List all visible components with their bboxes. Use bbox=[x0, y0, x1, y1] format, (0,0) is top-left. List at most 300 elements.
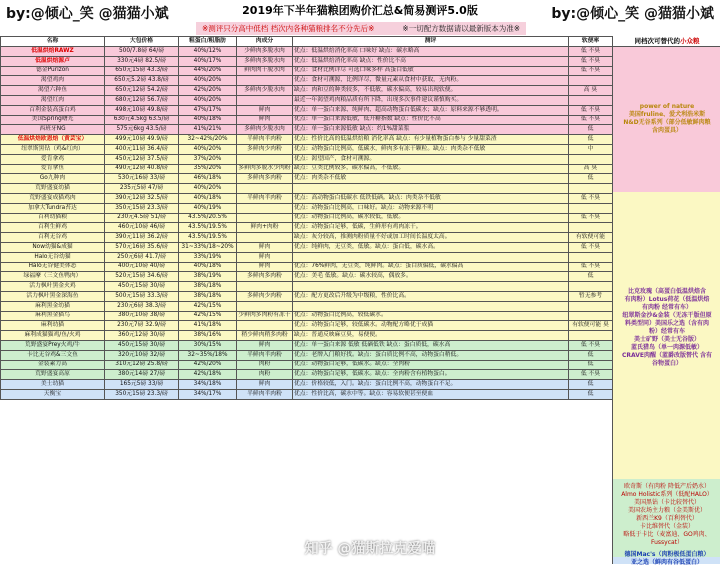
cell-name: 麻利成猫猫鸡/鱼/火鸡 bbox=[1, 331, 105, 341]
cell-price: 570元16磅 35.6/磅 bbox=[105, 242, 179, 252]
cell-protein: 37%/20% bbox=[179, 154, 237, 164]
cell-price: 380元14磅 27/磅 bbox=[105, 370, 179, 380]
cell-name: 低温烘焙RAWZ bbox=[1, 47, 105, 57]
cell-soft: 低 bbox=[569, 360, 613, 370]
table-row bbox=[1, 76, 613, 86]
table-row bbox=[1, 301, 613, 311]
table-row bbox=[1, 282, 613, 292]
cell-eval: 优点：单一蛋白来源低敏，低升糖指数 缺点：性价比不高 bbox=[293, 115, 569, 125]
alternatives-tier-high-text bbox=[615, 103, 719, 135]
cell-price: 650元5.2磅 43.8/磅 bbox=[105, 76, 179, 86]
alternative-line: 谷物蛋白） bbox=[651, 360, 682, 367]
table-row bbox=[1, 174, 613, 184]
cell-name: 德金Purizon bbox=[1, 66, 105, 76]
cell-price: 350元15磅 23.3/磅 bbox=[105, 389, 179, 399]
alternative-line: 新西兰K9（百利替代） bbox=[636, 515, 698, 522]
cell-protein: 40%/20% bbox=[179, 76, 237, 86]
cell-price: 498元10磅 49.8/磅 bbox=[105, 105, 179, 115]
cell-eval: 最近一年渴望鸡肉粮品质有所下降，出现多次事件建议谨慎购买。 bbox=[293, 95, 569, 105]
cell-name: 渴望鸡肉 bbox=[1, 76, 105, 86]
cell-eval: 优点：单一蛋白来源 低敏 低硒低铁 缺点：蛋白质低，碳水高 bbox=[293, 340, 569, 350]
alternatives-header-accent: 小众粮 bbox=[680, 37, 700, 45]
cell-meat: 半鲜肉半肉粉 bbox=[237, 135, 293, 145]
cell-meat: 鲜肉 bbox=[237, 262, 293, 272]
cell-name: 低温烘焙源卢 bbox=[1, 56, 105, 66]
cell-name: 活力枫叶黑金火鸡 bbox=[1, 282, 105, 292]
cell-meat: 半鲜肉半肉粉 bbox=[237, 193, 293, 203]
notice-right: ※一切配方数据请以最新版本为准※ bbox=[402, 24, 520, 33]
table-row bbox=[1, 331, 613, 341]
cell-meat bbox=[237, 321, 293, 331]
cell-soft: 低 bbox=[569, 350, 613, 360]
cell-eval: 优点：性价比高的低温烘焙粮 消化率高 缺点：有少量植物蛋白参与 少量甜菜渣 bbox=[293, 135, 569, 145]
table-row bbox=[1, 135, 613, 145]
cell-price: 450元15磅 30/磅 bbox=[105, 282, 179, 292]
alternative-line: Fussycat） bbox=[650, 539, 684, 546]
table-header-row bbox=[1, 37, 613, 47]
cell-protein: 43.5%/20.5% bbox=[179, 213, 237, 223]
cell-eval: 优点：动物蛋白足够，低碳，生鲜形有鸡肉冻干。 bbox=[293, 223, 569, 233]
cell-eval bbox=[293, 301, 569, 311]
alternatives-tier-mid bbox=[613, 192, 720, 479]
cell-protein: 43.5%/19.5% bbox=[179, 223, 237, 233]
cell-price: 400元11磅 36.4/磅 bbox=[105, 144, 179, 154]
cell-soft bbox=[569, 301, 613, 311]
cell-soft: 高 臭 bbox=[569, 86, 613, 96]
cell-eval: 优点：动物蛋白足够，低碳水。缺点：全肉粉 bbox=[293, 360, 569, 370]
table-row bbox=[1, 291, 613, 301]
cell-soft bbox=[569, 252, 613, 262]
cell-name: 渴望六种鱼 bbox=[1, 86, 105, 96]
table-row bbox=[1, 223, 613, 233]
cell-protein: 38%/18% bbox=[179, 291, 237, 301]
table-row bbox=[1, 47, 613, 57]
cell-meat: 肉粉 bbox=[237, 360, 293, 370]
cell-name: 活力枫叶黑金深海鱼 bbox=[1, 291, 105, 301]
cell-protein: 34%/18% bbox=[179, 380, 237, 390]
alternative-line: 粉）经常有车 bbox=[648, 328, 685, 335]
cell-protein: 40%/19% bbox=[179, 203, 237, 213]
cell-meat: 多鲜肉少肉粉 bbox=[237, 291, 293, 301]
cell-eval: 优点：动物蛋白足够，低碳水。缺点：全肉粉含有植物蛋白。 bbox=[293, 370, 569, 380]
alternatives-tier-high bbox=[613, 47, 720, 192]
notice-left: ※测评只分高中低档 档次内各种猫粮排名不分先后※ bbox=[202, 24, 375, 33]
table-row bbox=[1, 262, 613, 272]
alternatives-header-text: 同档次可替代的 bbox=[634, 37, 680, 45]
cell-price: 235元5磅 47/磅 bbox=[105, 184, 179, 194]
header-bar bbox=[0, 0, 720, 22]
byline-left: by:@倾心_笑 @猫猫小斌 bbox=[6, 6, 169, 22]
cell-soft: 低 不臭 bbox=[569, 262, 613, 272]
cell-meat: 鲜肉肉干脱水肉 bbox=[237, 66, 293, 76]
cell-price: 230元4.5磅 51/磅 bbox=[105, 213, 179, 223]
col-header-meat: 肉成分 bbox=[237, 37, 293, 47]
cell-protein: 41%/18% bbox=[179, 321, 237, 331]
cell-name: 天衡宝 bbox=[1, 389, 105, 399]
cell-eval: 优点：动物蛋白比例高，碳水较低，低敏。 bbox=[293, 213, 569, 223]
cell-meat: 多鲜肉多脱水少肉粉 bbox=[237, 164, 293, 174]
cell-soft bbox=[569, 311, 613, 321]
cell-protein: 42%/20% bbox=[179, 86, 237, 96]
cell-eval: 优点：动物蛋白比例高，口味好。缺点：动物来源不明 bbox=[293, 203, 569, 213]
cell-price: 650元15磅 43.3/磅 bbox=[105, 66, 179, 76]
cell-eval: 优点：食材比例详尽 可选口味多样 高蛋白低敏 bbox=[293, 66, 569, 76]
table-row bbox=[1, 203, 613, 213]
table-row bbox=[1, 125, 613, 135]
cell-soft: 低 不臭 bbox=[569, 213, 613, 223]
alternatives-tier-low bbox=[613, 479, 720, 557]
col-header-name: 名称 bbox=[1, 37, 105, 47]
cell-eval: 缺点：肉和豆的种类较多，不低敏，碳水偏高，较易出现软便。 bbox=[293, 86, 569, 96]
cell-price: 530元16磅 33/磅 bbox=[105, 174, 179, 184]
cell-meat: 鲜肉 bbox=[237, 252, 293, 262]
alternative-line: 美国fruline、爱犬利浩米斯 bbox=[628, 111, 706, 118]
cell-eval: 优点：性价比高，碳水中等。缺点：容易软便甚至便血 bbox=[293, 389, 569, 399]
cell-name: 卡比无谷鸡&三文鱼 bbox=[1, 350, 105, 360]
cell-protein: 38%/18% bbox=[179, 282, 237, 292]
cell-soft: 低 不臭 bbox=[569, 56, 613, 66]
cell-soft: 中 bbox=[569, 144, 613, 154]
cell-meat bbox=[237, 282, 293, 292]
cell-name: 荒野盛宴成猫鸡肉 bbox=[1, 193, 105, 203]
cell-price: 230元7磅 32.9/磅 bbox=[105, 321, 179, 331]
alternative-line: 美士矿野（美士无谷版） bbox=[633, 336, 700, 343]
cell-price: 230元6磅 38.3/磅 bbox=[105, 301, 179, 311]
cell-price: 360元12磅 30/磅 bbox=[105, 331, 179, 341]
cell-protein: 40%/18% bbox=[179, 262, 237, 272]
alternative-line: 有肉粉 经常有车） bbox=[641, 304, 693, 311]
cell-protein: 40%/18% bbox=[179, 115, 237, 125]
cell-meat bbox=[237, 203, 293, 213]
cell-name: 美士幼猫 bbox=[1, 380, 105, 390]
cell-soft bbox=[569, 76, 613, 86]
table-row bbox=[1, 321, 613, 331]
cell-soft: 有软便可能 臭 bbox=[569, 321, 613, 331]
cell-name: 麻利黑金幼猫 bbox=[1, 301, 105, 311]
table-row bbox=[1, 105, 613, 115]
alternative-line: 卡比维替代（金装） bbox=[639, 523, 694, 530]
cell-eval: 优点：76%鲜肉，无豆类，纯鲜肉。缺点：蛋白质偏低，碳水偏高 bbox=[293, 262, 569, 272]
cell-name: Go九种肉 bbox=[1, 174, 105, 184]
cell-meat: 半鲜肉半肉粉 bbox=[237, 350, 293, 360]
cell-price: 460元10磅 46/磅 bbox=[105, 223, 179, 233]
cell-price: 400元10磅 40/磅 bbox=[105, 262, 179, 272]
table-row bbox=[1, 242, 613, 252]
cell-soft bbox=[569, 184, 613, 194]
cell-price: 350元15磅 23.3/磅 bbox=[105, 203, 179, 213]
cell-protein: 40%/18% bbox=[179, 193, 237, 203]
cell-meat bbox=[237, 233, 293, 243]
cell-protein: 42%/18% bbox=[179, 370, 237, 380]
alternative-line: N&D无谷系列（部分低敏鲜肉粮 bbox=[623, 119, 711, 126]
notice-banner bbox=[196, 22, 526, 35]
cell-price: 310元12磅 25.8/磅 bbox=[105, 360, 179, 370]
alternatives-tier-entry bbox=[613, 551, 720, 566]
table-row bbox=[1, 86, 613, 96]
alternative-line: power of nature bbox=[639, 103, 695, 110]
cell-eval: 优点：纯鲜肉，无豆类，低敏。缺点：蛋白低，碳水高。 bbox=[293, 242, 569, 252]
cell-name: 荒野盛宴高原 bbox=[1, 370, 105, 380]
table-row bbox=[1, 164, 613, 174]
cell-soft: 低 bbox=[569, 272, 613, 282]
cell-price: 250元6磅 41.7/磅 bbox=[105, 252, 179, 262]
cell-protein: 42%/15% bbox=[179, 301, 237, 311]
cell-soft: 有软便可能 bbox=[569, 233, 613, 243]
cell-eval bbox=[293, 184, 569, 194]
cell-price: 390元11磅 36.2/磅 bbox=[105, 233, 179, 243]
cell-price: 330元4磅 82.5/磅 bbox=[105, 56, 179, 66]
cell-eval bbox=[293, 252, 569, 262]
cell-price: 320元10磅 32/磅 bbox=[105, 350, 179, 360]
cell-price: 500元15磅 33.3/磅 bbox=[105, 291, 179, 301]
alternatives-header bbox=[613, 36, 720, 47]
cell-meat: 多鲜肉少脱水肉 bbox=[237, 86, 293, 96]
table-row bbox=[1, 95, 613, 105]
cell-meat: 肉粉 bbox=[237, 370, 293, 380]
cell-protein: 31~33%/18~20% bbox=[179, 242, 237, 252]
cell-meat: 鲜肉 bbox=[237, 115, 293, 125]
table-row bbox=[1, 193, 613, 203]
cell-meat: 多鲜肉多肉粉 bbox=[237, 174, 293, 184]
cell-eval: 优点：食材可溯源，比例详尽，微量元素从食材中获取，无肉粉。 bbox=[293, 76, 569, 86]
cell-meat bbox=[237, 76, 293, 86]
cell-name: Halo无谷幼猫 bbox=[1, 252, 105, 262]
alternative-line: 美国黑钻（卡比较替代） bbox=[633, 499, 700, 506]
cell-meat: 多鲜肉少肉粉 bbox=[237, 144, 293, 154]
cell-soft: 低 bbox=[569, 125, 613, 135]
cell-name: 美国Spring曙光 bbox=[1, 115, 105, 125]
cell-price: 165元5磅 33/磅 bbox=[105, 380, 179, 390]
cell-name: 百利金装高蛋白鸡 bbox=[1, 105, 105, 115]
cell-eval bbox=[293, 282, 569, 292]
alternative-line: 略低于卡比（麦富迪、GO鸡肉、 bbox=[623, 531, 711, 538]
cell-price: 450元15磅 30/磅 bbox=[105, 340, 179, 350]
alternative-line: 美国农场主力粮（金美斯优） bbox=[627, 507, 706, 514]
cell-meat bbox=[237, 213, 293, 223]
alternative-line: CRAVE肉醒（蓝爵改版替代 含有 bbox=[621, 352, 713, 359]
cell-name: 麻利黑金猫鸟 bbox=[1, 311, 105, 321]
cell-protein: 32~35%/18% bbox=[179, 350, 237, 360]
cell-meat: 多鲜肉少脱水肉 bbox=[237, 125, 293, 135]
cell-protein: 35%/20% bbox=[179, 164, 237, 174]
cell-meat: 鲜肉 bbox=[237, 105, 293, 115]
cell-soft: 低 不臭 bbox=[569, 47, 613, 57]
cell-eval: 优点：老牌入门粮好找。缺点：蛋白质比例不高，动物蛋白稍低。 bbox=[293, 350, 569, 360]
table-row bbox=[1, 340, 613, 350]
cell-soft: 低 bbox=[569, 389, 613, 399]
price-table bbox=[0, 36, 613, 400]
cell-soft bbox=[569, 95, 613, 105]
cell-soft: 低 bbox=[569, 135, 613, 145]
cell-protein: 41%/21% bbox=[179, 125, 237, 135]
cell-name: 百利幼猫粮 bbox=[1, 213, 105, 223]
cell-eval: 缺点：灰分较高，推测肉粉质量不好或加工时间长温度太高。 bbox=[293, 233, 569, 243]
cell-name: 低温烘焙欧恩焙（黄芸宝） bbox=[1, 135, 105, 145]
cell-name: 荒野盛宴Prey火鸡/牛 bbox=[1, 340, 105, 350]
cell-protein: 44%/20% bbox=[179, 66, 237, 76]
cell-soft bbox=[569, 223, 613, 233]
cell-protein: 40%/12% bbox=[179, 47, 237, 57]
cell-price: 520元15磅 34.6/磅 bbox=[105, 272, 179, 282]
cell-soft: 低 bbox=[569, 174, 613, 184]
byline-right: by:@倾心_笑 @猫猫小斌 bbox=[551, 6, 714, 22]
col-header-price: 大包价格 bbox=[105, 37, 179, 47]
cell-name: Halo无谷健美体态 bbox=[1, 262, 105, 272]
cell-soft: 低 不臭 bbox=[569, 242, 613, 252]
cell-eval: 缺点：普通反映麻豆臭，易便便。 bbox=[293, 331, 569, 341]
table-row bbox=[1, 154, 613, 164]
cell-protein: 42%/15% bbox=[179, 311, 237, 321]
cell-protein: 32~42%/20% bbox=[179, 135, 237, 145]
col-header-eval: 测评 bbox=[293, 37, 569, 47]
alternative-line: Almo Holistic系列（低配HALO） bbox=[621, 491, 713, 498]
cell-price: 490元12磅 40.8/磅 bbox=[105, 164, 179, 174]
cell-meat bbox=[237, 301, 293, 311]
cell-price: 380元10磅 38/磅 bbox=[105, 311, 179, 321]
cell-eval: 优点：美毛 低敏。缺点：碳水较高，偶放多。 bbox=[293, 272, 569, 282]
cell-eval: 缺点：豆类比例较多，碳水偏高，不低敏。 bbox=[293, 164, 569, 174]
watermark: 知乎 @猫斯拉克爱喵 bbox=[304, 541, 436, 557]
cell-eval: 优点：低温烘焙消化率高 缺点：性价比不高 bbox=[293, 56, 569, 66]
cell-eval: 优点：单一蛋白来源低敏 缺点：约1%甜菜浆 bbox=[293, 125, 569, 135]
cell-meat bbox=[237, 184, 293, 194]
alternative-line: 亚之选（鲜肉有谷低蛋白） bbox=[630, 559, 703, 566]
cell-protein: 33%/19% bbox=[179, 252, 237, 262]
cell-soft bbox=[569, 154, 613, 164]
alternative-line: 比克玫瑰（高蛋白低温烘焙含 bbox=[627, 288, 706, 295]
cell-meat: 半鲜肉半肉粉 bbox=[237, 389, 293, 399]
cell-name: 百利生鲜鸡 bbox=[1, 223, 105, 233]
alternative-line: 料类型同）美国乐之选（含有肉 bbox=[624, 320, 709, 327]
cell-meat: 鲜肉 bbox=[237, 380, 293, 390]
table-row bbox=[1, 252, 613, 262]
cell-soft: 低 不臭 bbox=[569, 370, 613, 380]
cell-name: 爱肯拿鸡 bbox=[1, 154, 105, 164]
alternative-line: 有肉粉）Lotus荷花（低温烘焙 bbox=[624, 296, 710, 303]
cell-meat bbox=[237, 95, 293, 105]
cell-protein: 43.5%/19.5% bbox=[179, 233, 237, 243]
cell-soft: 低 bbox=[569, 380, 613, 390]
cell-price: 680元12磅 56.7/磅 bbox=[105, 95, 179, 105]
cell-protein: 38%/16% bbox=[179, 331, 237, 341]
cell-meat: 多鲜肉多脱水肉 bbox=[237, 56, 293, 66]
cell-protein: 30%/15% bbox=[179, 340, 237, 350]
cell-name: 百利无谷鸡 bbox=[1, 233, 105, 243]
cell-soft bbox=[569, 331, 613, 341]
cell-eval: 优点：配方更改后升级为中级粮，性价比高。 bbox=[293, 291, 569, 301]
alternative-line: 含肉蛋具） bbox=[651, 127, 682, 134]
cell-price: 650元12磅 54.2/磅 bbox=[105, 86, 179, 96]
cell-eval: 优点：价格较低，入门。缺点：蛋白比例不高，动物蛋白不足。 bbox=[293, 380, 569, 390]
cell-protein: 40%/20% bbox=[179, 184, 237, 194]
cell-name: 爱肯拿鱼 bbox=[1, 164, 105, 174]
cell-eval: 优点：单一蛋白来源、纯鲜肉、超高动物蛋白低碳水；缺点：原料来源不够透明。 bbox=[293, 105, 569, 115]
cell-price: 575元6kg 43.5/磅 bbox=[105, 125, 179, 135]
cell-protein: 38%/19% bbox=[179, 272, 237, 282]
cell-protein: 42%/20% bbox=[179, 360, 237, 370]
cell-meat: 多鲜肉多肉粉 bbox=[237, 272, 293, 282]
cell-soft: 暂无参考 bbox=[569, 291, 613, 301]
cell-protein: 40%/17% bbox=[179, 56, 237, 66]
page-title: 2019年下半年猫粮团购价汇总&简易测评5.0版 bbox=[242, 4, 478, 17]
alternatives-tier-entry-text bbox=[615, 551, 719, 567]
table-body bbox=[1, 47, 613, 400]
cell-soft: 低 不臭 bbox=[569, 340, 613, 350]
cell-price: 390元12磅 32.5/磅 bbox=[105, 193, 179, 203]
cell-name: 金装素力高 bbox=[1, 360, 105, 370]
table-row bbox=[1, 144, 613, 154]
cell-soft bbox=[569, 203, 613, 213]
table-row bbox=[1, 184, 613, 194]
table-row bbox=[1, 272, 613, 282]
alternatives-column bbox=[612, 36, 720, 564]
alternative-line: 蓝氏猎鸟（单一肉源低敏） bbox=[630, 344, 703, 351]
table-row bbox=[1, 115, 613, 125]
alternative-line: 德国Mac's（肉粉极低蛋白粮） bbox=[624, 551, 710, 558]
cell-soft: 低 不臭 bbox=[569, 66, 613, 76]
cell-eval: 优点：渴望国产，食材可溯源。 bbox=[293, 154, 569, 164]
cell-meat: 稍少鲜肉稍多肉粉 bbox=[237, 331, 293, 341]
cell-meat bbox=[237, 154, 293, 164]
table-row bbox=[1, 389, 613, 399]
cell-meat: 鲜肉 bbox=[237, 340, 293, 350]
alternatives-tier-low-text bbox=[615, 483, 719, 547]
cell-eval: 优点：肉类杂不低敏 bbox=[293, 174, 569, 184]
alternatives-tier-mid-text bbox=[615, 288, 719, 368]
cell-eval: 优点：动物蛋白足够，较低碳水。动物配方略优于成猫 bbox=[293, 321, 569, 331]
table-row bbox=[1, 56, 613, 66]
table-row bbox=[1, 360, 613, 370]
cell-soft: 低 不臭 bbox=[569, 115, 613, 125]
table-row bbox=[1, 311, 613, 321]
cell-protein: 40%/20% bbox=[179, 144, 237, 154]
alternative-line: 纽翠斯金沙&金装（无冻干版但原 bbox=[622, 312, 712, 319]
cell-price: 500/7.8磅 64/磅 bbox=[105, 47, 179, 57]
cell-meat: 鲜肉 bbox=[237, 242, 293, 252]
cell-name: 加拿大Tundra苔达 bbox=[1, 203, 105, 213]
cell-price: 630元4.5kg 63.5/磅 bbox=[105, 115, 179, 125]
cell-meat: 鲜肉+肉粉 bbox=[237, 223, 293, 233]
cell-soft: 低 不臭 bbox=[569, 105, 613, 115]
cell-price: 499元10磅 49.9/磅 bbox=[105, 135, 179, 145]
cell-eval: 优点：动物蛋白比例高，较低碳水。 bbox=[293, 311, 569, 321]
table-row bbox=[1, 233, 613, 243]
cell-name: Now幼猫&成猫 bbox=[1, 242, 105, 252]
col-header-protein: 粗蛋白/粗脂肪 bbox=[179, 37, 237, 47]
table-row bbox=[1, 370, 613, 380]
cell-price: 450元12磅 37.5/磅 bbox=[105, 154, 179, 164]
cell-name: 渴望红肉 bbox=[1, 95, 105, 105]
cell-meat: 少鲜肉多肉粉有冻干 bbox=[237, 311, 293, 321]
table-row bbox=[1, 350, 613, 360]
cell-name: 荒野盛宴幼猫 bbox=[1, 184, 105, 194]
cell-soft bbox=[569, 282, 613, 292]
cell-soft: 低 不臭 bbox=[569, 193, 613, 203]
cell-name: 西班牙NG bbox=[1, 125, 105, 135]
cell-name: 绿福摩（三文鱼鸭肉） bbox=[1, 272, 105, 282]
table-row bbox=[1, 66, 613, 76]
cell-eval: 优点：动物蛋白比例高，低碳水，鲜肉多有冻干颗粒。缺点：肉类杂不低敏 bbox=[293, 144, 569, 154]
cell-soft: 高 臭 bbox=[569, 164, 613, 174]
cell-protein: 47%/17% bbox=[179, 105, 237, 115]
cell-protein: 40%/20% bbox=[179, 95, 237, 105]
cell-name: 麻利幼猫 bbox=[1, 321, 105, 331]
cell-protein: 46%/18% bbox=[179, 174, 237, 184]
cell-name: 纽翠斯黑钻（鸡&红肉） bbox=[1, 144, 105, 154]
cell-eval: 优点：低温烘焙消化率高 口味好 缺点：碳水略高 bbox=[293, 47, 569, 57]
alternative-line: 欧奇斯（有肉粉 降低产后奶水） bbox=[624, 483, 710, 490]
cell-protein: 34%/17% bbox=[179, 389, 237, 399]
